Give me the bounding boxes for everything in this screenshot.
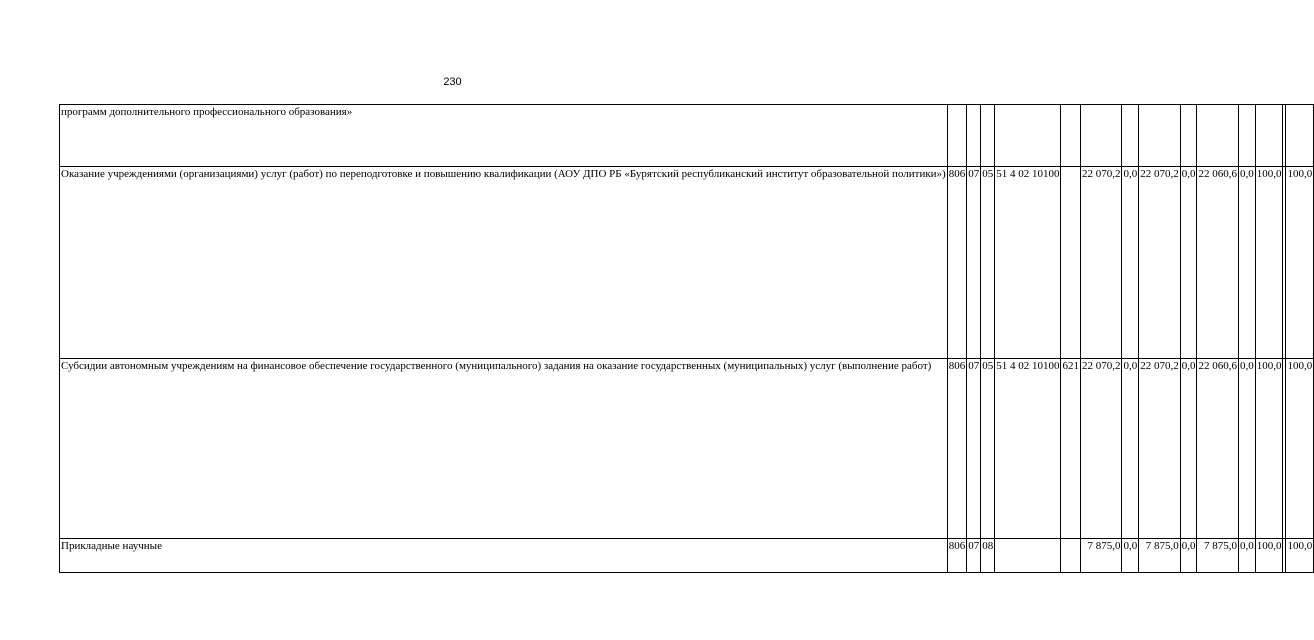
plan-amount: 22 070,2	[1139, 167, 1181, 359]
ved-code	[947, 105, 967, 167]
table-row	[60, 167, 1314, 359]
approved-amount: 7 875,0	[1080, 539, 1122, 573]
subsection-code: 05	[981, 359, 995, 539]
approved-amount-federal: 0,0	[1122, 359, 1139, 539]
table-row	[60, 359, 1314, 539]
table-row	[60, 539, 1314, 573]
ved-code: 806	[947, 539, 967, 573]
plan-amount-federal: 0,0	[1180, 539, 1197, 573]
page-number: 230	[443, 76, 462, 88]
expense-type-code	[1061, 539, 1081, 573]
execution-percent-plan: 100,0	[1286, 539, 1314, 573]
row-name: Прикладные научные	[60, 539, 948, 573]
execution-percent-plan	[1286, 105, 1314, 167]
executed-amount: 7 875,0	[1197, 539, 1239, 573]
execution-percent: 100,0	[1255, 539, 1283, 573]
approved-amount-federal: 0,0	[1122, 167, 1139, 359]
row-name: Оказание учреждениями (организациями) услуг (работ) по переподготовке и повышению квалификации (АОУ ДПО РБ «Бурятский республиканский институт образовательной политики»)	[60, 167, 948, 359]
execution-percent-plan: 100,0	[1286, 359, 1314, 539]
execution-percent: 100,0	[1255, 167, 1283, 359]
executed-amount-federal: 0,0	[1238, 167, 1255, 359]
approved-amount: 22 070,2	[1080, 359, 1122, 539]
plan-amount	[1139, 105, 1181, 167]
target-article-code: 51 4 02 10100	[995, 167, 1061, 359]
executed-amount-federal	[1238, 105, 1255, 167]
target-article-code	[995, 105, 1061, 167]
section-code: 07	[967, 167, 981, 359]
row-name: Субсидии автономным учреждениям на финансовое обеспечение государственного (муниципального) задания на оказание государственных (муниципальных) услуг (выполнение работ)	[60, 359, 948, 539]
subsection-code	[981, 105, 995, 167]
plan-amount: 22 070,2	[1139, 359, 1181, 539]
expense-type-code	[1061, 167, 1081, 359]
execution-percent	[1255, 105, 1283, 167]
approved-amount-federal: 0,0	[1122, 539, 1139, 573]
expense-type-code	[1061, 105, 1081, 167]
approved-amount: 22 070,2	[1080, 167, 1122, 359]
section-code	[967, 105, 981, 167]
ved-code: 806	[947, 359, 967, 539]
subsection-code: 05	[981, 167, 995, 359]
plan-amount-federal	[1180, 105, 1197, 167]
section-code: 07	[967, 539, 981, 573]
executed-amount-federal: 0,0	[1238, 539, 1255, 573]
execution-percent-plan: 100,0	[1286, 167, 1314, 359]
executed-amount-federal: 0,0	[1238, 359, 1255, 539]
executed-amount: 22 060,6	[1197, 359, 1239, 539]
executed-amount	[1197, 105, 1239, 167]
row-name: программ дополнительного профессионального образования»	[60, 105, 948, 167]
budget-table	[59, 104, 1314, 573]
plan-amount: 7 875,0	[1139, 539, 1181, 573]
approved-amount	[1080, 105, 1122, 167]
ved-code: 806	[947, 167, 967, 359]
expense-type-code: 621	[1061, 359, 1081, 539]
subsection-code: 08	[981, 539, 995, 573]
table-row	[60, 105, 1314, 167]
target-article-code: 51 4 02 10100	[995, 359, 1061, 539]
execution-percent: 100,0	[1255, 359, 1283, 539]
plan-amount-federal: 0,0	[1180, 359, 1197, 539]
approved-amount-federal	[1122, 105, 1139, 167]
target-article-code	[995, 539, 1061, 573]
section-code: 07	[967, 359, 981, 539]
executed-amount: 22 060,6	[1197, 167, 1239, 359]
plan-amount-federal: 0,0	[1180, 167, 1197, 359]
